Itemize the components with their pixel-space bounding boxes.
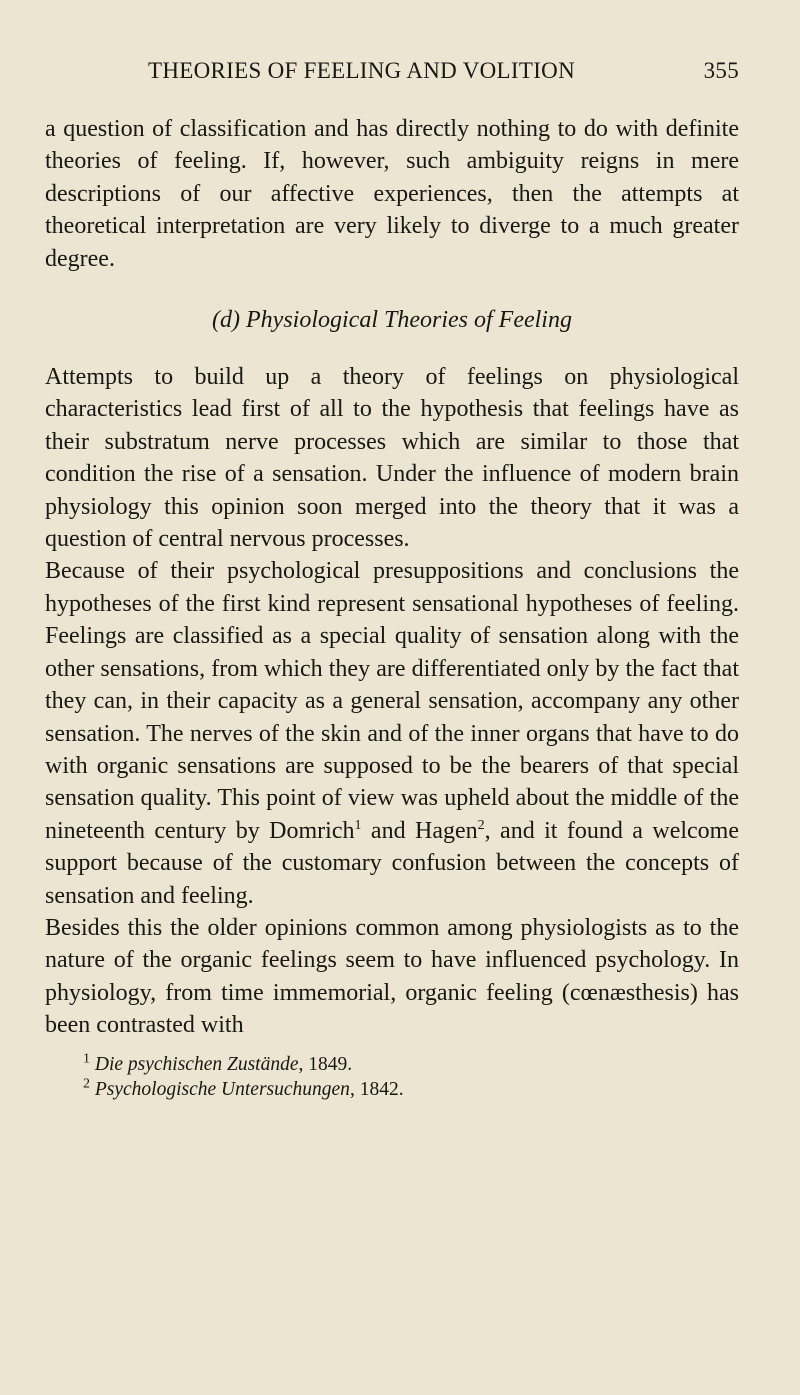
footnote-rest: , 1849.: [298, 1053, 353, 1075]
body-text: [45, 113, 739, 1042]
page-number: 355: [703, 58, 739, 83]
footnote-rest: , 1842.: [349, 1078, 404, 1100]
footnote-title: Die psychischen Zustände: [94, 1053, 299, 1075]
footnote-marker: 1: [83, 1051, 90, 1067]
footnote-1: [83, 1052, 739, 1077]
footnote-ref-1: 1: [354, 817, 362, 833]
footnote-2: [83, 1077, 739, 1102]
book-page: [45, 58, 739, 1102]
paragraph-3-text-b: and Hagen: [361, 817, 478, 844]
paragraph-3-text-a: Because of their psychological presuppositions and conclusions the hypotheses of the first kind represent sensational hypotheses of feeling. Feelings are classified as a special quality of sensation along with the other sensations, from which they are differentiated only by the fact that they can, in their capacity as a general sensation, accompany any other sensation. The nerves of the skin and of the inner organs that have to do with organic sensations are supposed to be the bearers of that special sensation quality. This point of view was upheld about the middle of the nineteenth century by Domrich: [45, 558, 739, 844]
section-heading: (d) Physiological Theories of Feeling: [212, 307, 572, 334]
paragraph-3: [45, 555, 739, 911]
footnote-marker: 2: [83, 1076, 90, 1092]
footnote-ref-2: 2: [477, 817, 485, 833]
paragraph-2: Attempts to build up a theory of feelings on physiological characteristics lead first of all to the hypothesis that feelings have as their substratum nerve processes which are similar to those that condition the rise of a sensation. Under the influence of modern brain physiology this opinion soon merged into the theory that it was a question of central nervous processes.: [45, 364, 739, 553]
footnotes: [45, 1052, 739, 1102]
paragraph-3-text-c: , and it found a welcome support because of the customary confusion between the concepts of sensation and feeling.: [45, 817, 739, 909]
running-title: THEORIES OF FEELING AND VOLITION: [148, 58, 575, 83]
page-header: [45, 58, 739, 98]
paragraph-4: Besides this the older opinions common among physiologists as to the nature of the organic feelings seem to have influenced psychology. In physiology, from time immemorial, organic feeling (cœnæsthesis) has been contrasted with: [45, 914, 739, 1039]
footnote-title: Psychologische Untersuchungen: [94, 1078, 350, 1100]
paragraph-1: a question of classification and has directly nothing to do with definite theories of feeling. If, however, such ambiguity reigns in mere descriptions of our affective experiences, then the attempts at theoretical interpretation are very likely to diverge to a much greater degree.: [45, 116, 739, 272]
